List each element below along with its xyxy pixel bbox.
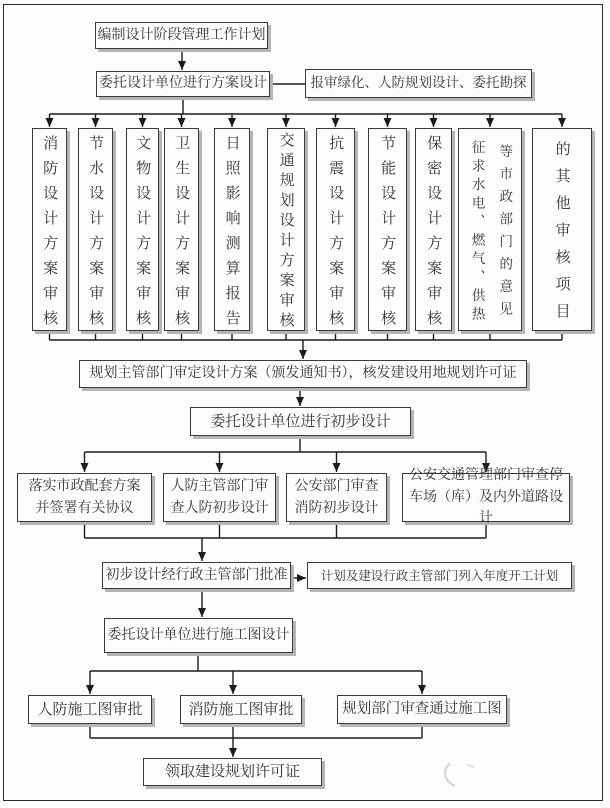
- prelim-review-traffic-box: [402, 466, 570, 527]
- cd-review-label: 规划部门审查通过施工图: [342, 701, 502, 718]
- side-report-box: [305, 69, 532, 98]
- side-report-label: 报审绿化、人防规划设计、委托勘探: [310, 75, 527, 92]
- review-col-label: 交通规划设计方案审核: [277, 132, 296, 332]
- step-obtain-permit-label: 领取建设规划许可证: [164, 762, 300, 781]
- review-col-municipal-opinions: [458, 128, 522, 331]
- review-col-label-left: 征求水电、燃气、供热: [468, 139, 485, 325]
- prelim-review-fire-box: [286, 473, 387, 522]
- prelim-review-label: 落实市政配套方案并签署有关协议: [28, 477, 141, 516]
- step-plan-box: [95, 22, 268, 49]
- review-col-other-items: [532, 128, 592, 331]
- step-preliminary-design-label: 委托设计单位进行初步设计: [210, 411, 391, 430]
- prelim-review-municipal-box: [17, 473, 152, 522]
- review-col-label: 保密设计方案审核: [425, 134, 444, 335]
- review-col-water-saving: [78, 128, 113, 335]
- prelim-review-label: 公安部门审查消防初步设计: [294, 477, 379, 516]
- step-plan-approval-label: 规划主管部门审定设计方案（颁发通知书），核发建设用地规划许可证: [89, 365, 517, 382]
- step-plan-label: 编制设计阶段管理工作计划: [97, 26, 266, 43]
- review-col-sunlight: [214, 128, 250, 335]
- review-col-label: 节水设计方案审核: [87, 134, 106, 335]
- review-col-label: 的其他审核项目: [553, 141, 572, 330]
- review-col-label: 日照影响测算报告: [223, 134, 242, 335]
- prelim-review-civil-defense-box: [163, 473, 276, 522]
- review-col-label: 文物设计方案审核: [134, 134, 153, 335]
- review-col-label: 消防设计方案审核: [41, 134, 60, 335]
- review-col-seismic: [316, 128, 355, 335]
- prelim-review-label: 公安交通管理部门审查停车场（库）及内外道路设计: [409, 466, 563, 527]
- side-annual-plan-box: [307, 562, 572, 589]
- cd-review-label: 人防施工图审批: [37, 699, 143, 718]
- review-col-label: 抗震设计方案审核: [327, 134, 346, 335]
- review-col-fire: [32, 128, 67, 335]
- step-construction-drawing-label: 委托设计单位进行施工图设计: [107, 626, 290, 643]
- review-col-heritage: [126, 128, 159, 335]
- step-scheme-design-box: [96, 71, 270, 97]
- watermark: [445, 763, 474, 786]
- step-construction-drawing-box: [104, 618, 293, 653]
- step-plan-approval-box: [79, 360, 527, 388]
- review-col-label: 节能设计方案审核: [379, 134, 398, 335]
- step-obtain-permit-box: [143, 758, 322, 786]
- review-col-sanitation: [164, 128, 199, 335]
- side-annual-plan-label: 计划及建设行政主管部门列入年度开工计划: [320, 567, 559, 583]
- prelim-review-label: 人防主管部门审查人防初步设计: [170, 477, 269, 516]
- step-admin-approval-label: 初步设计经行政主管部门批准: [105, 566, 288, 583]
- review-col-traffic-planning: [267, 128, 305, 331]
- review-col-label-right: 等市政部门的意见: [496, 144, 513, 324]
- cd-review-civil-defense-box: [28, 695, 152, 724]
- review-col-label: 卫生设计方案审核: [173, 134, 192, 335]
- cd-review-label: 消防施工图审批: [188, 699, 294, 718]
- step-preliminary-design-box: [190, 407, 411, 436]
- review-col-energy-saving: [368, 128, 407, 335]
- cd-review-planning-box: [337, 695, 507, 724]
- step-admin-approval-box: [102, 562, 291, 589]
- step-scheme-design-label: 委托设计单位进行方案设计: [99, 75, 267, 92]
- cd-review-fire-box: [180, 695, 302, 724]
- two-column-text: [459, 129, 521, 330]
- review-col-secrecy: [415, 128, 452, 335]
